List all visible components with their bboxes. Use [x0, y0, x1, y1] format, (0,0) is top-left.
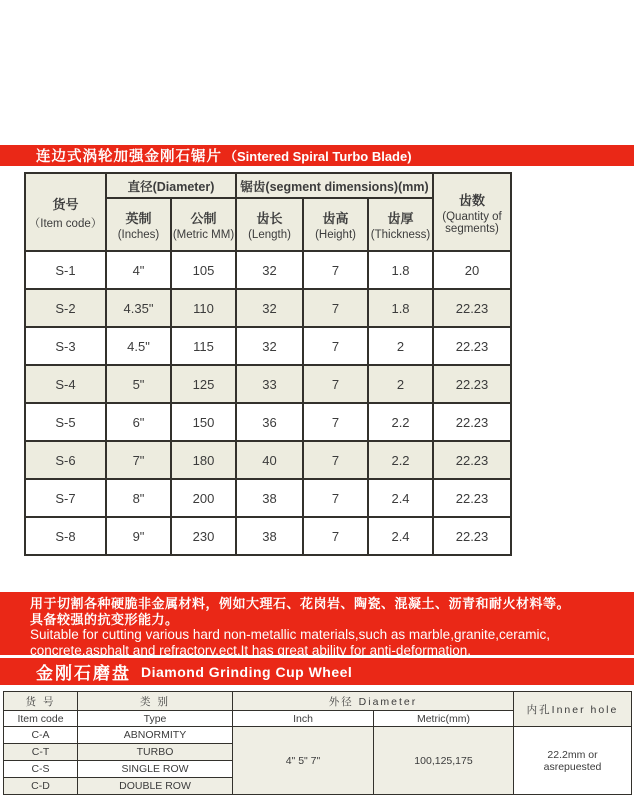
grinding-title-en: Diamond Grinding Cup Wheel [141, 663, 353, 680]
header-item-code-2: 货 号 [4, 692, 78, 711]
cell-metric-merged: 100,125,175 [374, 727, 514, 795]
table-row [25, 403, 511, 441]
cell-qty: 22.23 [433, 403, 511, 441]
cell-qty: 22.23 [433, 479, 511, 517]
description-block [0, 592, 634, 658]
subheader-inches: 英制 (Inches) [106, 198, 171, 251]
header-item-code-zh: 货号 [52, 196, 79, 212]
cell-height: 7 [303, 517, 368, 555]
cell-height: 7 [303, 251, 368, 289]
table-row [25, 517, 511, 555]
cell-inches: 5" [106, 365, 171, 403]
header-metric-mm: Metric(mm) [374, 711, 514, 727]
cell-metric: 105 [171, 251, 236, 289]
cell-qty: 22.23 [433, 289, 511, 327]
table-row [25, 251, 511, 289]
cell-item-code: S-2 [25, 289, 106, 327]
table-row [25, 479, 511, 517]
cell-height: 7 [303, 479, 368, 517]
header-qty [433, 173, 511, 251]
table-row [25, 365, 511, 403]
cell-thickness: 1.8 [368, 289, 433, 327]
cell-metric: 115 [171, 327, 236, 365]
header-outer-diameter: 外径 Diameter [233, 692, 514, 711]
cell-thickness: 2.4 [368, 517, 433, 555]
header-item-code-en: （Item code） [28, 217, 103, 230]
cell-height: 7 [303, 441, 368, 479]
cell-item-code: S-4 [25, 365, 106, 403]
description-line-zh-1: 用于切割各种硬脆非金属材料，例如大理石、花岗岩、陶瓷、混凝土、沥青和耐火材料等。 [30, 596, 571, 611]
header-qty-en: (Quantity of segments) [442, 210, 502, 235]
table-row [25, 327, 511, 365]
subheader-thickness: 齿厚 (Thickness) [368, 198, 433, 251]
cell-height: 7 [303, 327, 368, 365]
subheader-height: 齿高 (Height) [303, 198, 368, 251]
cell-item-code: S-5 [25, 403, 106, 441]
cell-metric: 110 [171, 289, 236, 327]
blade-title-en: （Sintered Spiral Turbo Blade) [224, 149, 412, 164]
cell-inches: 9" [106, 517, 171, 555]
cell-metric: 180 [171, 441, 236, 479]
header-segment-group: 锯齿(segment dimensions)(mm) [236, 173, 433, 198]
cell-code: C-A [4, 727, 78, 744]
header-inch: Inch [233, 711, 374, 727]
subheader-length: 齿长 (Length) [236, 198, 303, 251]
cell-type: SINGLE ROW [78, 761, 233, 778]
cell-item-code: S-8 [25, 517, 106, 555]
description-line-en-1: Suitable for cutting various hard non-metallic materials,such as marble,granite,ceramic, [30, 627, 550, 642]
cell-inch-merged: 4" 5" 7" [233, 727, 374, 795]
grinding-section-title-bar [0, 658, 634, 685]
cell-height: 7 [303, 403, 368, 441]
cell-metric: 200 [171, 479, 236, 517]
header-type-en: Type [78, 711, 233, 727]
cell-length: 32 [236, 289, 303, 327]
table-row [25, 289, 511, 327]
cell-length: 32 [236, 251, 303, 289]
cell-length: 38 [236, 479, 303, 517]
cell-qty: 22.23 [433, 441, 511, 479]
cell-qty: 22.23 [433, 517, 511, 555]
cell-inches: 4.35" [106, 289, 171, 327]
subheader-metric: 公制 (Metric MM) [171, 198, 236, 251]
cell-thickness: 1.8 [368, 251, 433, 289]
cell-length: 32 [236, 327, 303, 365]
grinding-title-zh: 金刚石磨盘 [36, 664, 131, 683]
table-row [25, 441, 511, 479]
header-inner-hole: 内孔Inner hole [514, 692, 632, 727]
cell-thickness: 2.2 [368, 403, 433, 441]
cell-thickness: 2.2 [368, 441, 433, 479]
header-qty-zh: 齿数 [459, 192, 486, 208]
cell-length: 33 [236, 365, 303, 403]
cell-length: 36 [236, 403, 303, 441]
description-line-zh-2: 具备较强的抗变形能力。 [30, 611, 179, 627]
cell-inches: 4" [106, 251, 171, 289]
header-diameter-group: 直径(Diameter) [106, 173, 236, 198]
cell-qty: 22.23 [433, 327, 511, 365]
description-line-en-2: concrete,asphalt and refractory,ect.It has great ability for anti-deformation. [30, 642, 471, 658]
cell-qty: 20 [433, 251, 511, 289]
inner-hole-line-2: asrepuested [543, 760, 602, 773]
grinding-wheel-table [3, 691, 632, 795]
header-type: 类 别 [78, 692, 233, 711]
cell-thickness: 2 [368, 327, 433, 365]
cell-metric: 150 [171, 403, 236, 441]
cell-thickness: 2.4 [368, 479, 433, 517]
cell-length: 40 [236, 441, 303, 479]
cell-inches: 6" [106, 403, 171, 441]
cell-metric: 230 [171, 517, 236, 555]
cell-type: ABNORMITY [78, 727, 233, 744]
cell-length: 38 [236, 517, 303, 555]
cell-item-code: S-7 [25, 479, 106, 517]
inner-hole-line-1: 22.2mm or [547, 748, 598, 761]
cell-inches: 7" [106, 441, 171, 479]
cell-code: C-T [4, 744, 78, 761]
cell-thickness: 2 [368, 365, 433, 403]
header-item-code [25, 173, 106, 251]
header-item-code-2-en: Item code [4, 711, 78, 727]
cell-metric: 125 [171, 365, 236, 403]
cell-item-code: S-6 [25, 441, 106, 479]
cell-qty: 22.23 [433, 365, 511, 403]
cell-height: 7 [303, 289, 368, 327]
cell-item-code: S-1 [25, 251, 106, 289]
cell-inner-hole-merged [514, 727, 632, 795]
cell-inches: 8" [106, 479, 171, 517]
cell-height: 7 [303, 365, 368, 403]
cell-item-code: S-3 [25, 327, 106, 365]
blade-spec-table [24, 172, 512, 556]
blade-title-zh: 连边式涡轮加强金刚石锯片 [36, 149, 222, 165]
cell-type: DOUBLE ROW [78, 778, 233, 795]
cell-inches: 4.5" [106, 327, 171, 365]
blade-section-title-bar [0, 145, 634, 166]
table-row [4, 727, 632, 744]
cell-type: TURBO [78, 744, 233, 761]
cell-code: C-S [4, 761, 78, 778]
cell-code: C-D [4, 778, 78, 795]
